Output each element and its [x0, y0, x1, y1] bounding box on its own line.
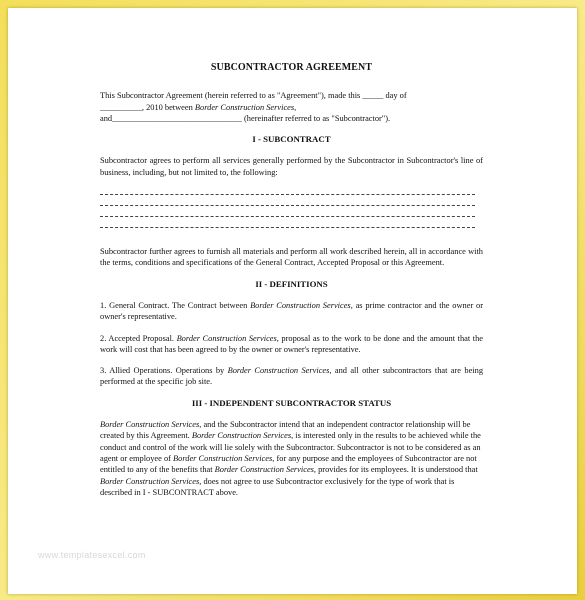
definition-2-text-a: 2. Accepted Proposal. — [100, 333, 177, 343]
intro-line-3: and_______________________________ (hereinafter referred to as "Subcontractor"). — [100, 113, 391, 123]
status-text-2: , is interested only in the results to be achieved while the conduct and control of the work will lie solely with the Subcontractor. Subcontractor is not to be considered as an agent or employee of — [100, 431, 481, 463]
intro-company-name: Border Construction Services — [194, 102, 295, 112]
section-3-paragraph — [100, 419, 483, 498]
definition-2-company: Border Construction Services — [176, 333, 277, 343]
status-company-1: Border Construction Services — [100, 420, 200, 430]
section-2-heading: II - DEFINITIONS — [255, 278, 328, 289]
definition-accepted-proposal — [100, 333, 483, 356]
status-text-3: , for any purpose and the employees of Subcontractor are not entitled to any of the benefits that — [100, 453, 477, 475]
blank-line — [100, 221, 483, 232]
definition-allied-operations — [100, 365, 483, 388]
blank-line — [100, 199, 483, 210]
status-company-5: Border Construction Services — [100, 476, 200, 486]
document-body — [100, 62, 483, 508]
status-company-4: Border Construction Services — [214, 465, 314, 475]
blank-line — [100, 210, 483, 221]
watermark-text: www.templatesexcel.com — [38, 550, 146, 560]
document-title: SUBCONTRACTOR AGREEMENT — [210, 62, 373, 73]
section-1-heading: I - SUBCONTRACT — [252, 134, 331, 145]
status-text-4: , provides for its employees. It is understood that — [313, 465, 478, 475]
definition-1-company: Border Construction Services — [250, 300, 351, 310]
status-company-2: Border Construction Services — [191, 431, 292, 441]
section-1-paragraph-2: Subcontractor further agrees to furnish all materials and perform all work described herein, all in accordance with the terms, conditions and specifications of the General Contract, Accepted Proposal or this Agreement. — [100, 247, 483, 268]
definition-1-text-a: 1. General Contract. The Contract between — [100, 300, 251, 310]
definition-2-text-b: , proposal as to the work to be done and the amount that the work will cost that has been agreed to by the owner or owner's representative. — [100, 333, 483, 354]
definition-3-text-a: 3. Allied Operations. Operations by — [100, 366, 228, 376]
services-blank-lines — [100, 188, 483, 232]
status-text-5: , does not agree to use Subcontractor exclusively for the type of work that is described in I - SUBCONTRACT above. — [100, 476, 455, 497]
status-company-3: Border Construction Services — [173, 453, 273, 463]
section-3-heading: III - INDEPENDENT SUBCONTRACTOR STATUS — [191, 397, 392, 408]
definition-3-company: Border Construction Services — [227, 366, 330, 376]
intro-line-1: This Subcontractor Agreement (herein referred to as "Agreement"), made this _____ day of — [100, 91, 407, 101]
definition-general-contract — [100, 300, 483, 323]
document-page — [8, 8, 577, 594]
intro-line-2 — [100, 102, 483, 113]
definition-3-text-b: , and all other subcontractors that are being performed at the specific job site. — [100, 366, 484, 387]
definition-1-text-b: , as prime contractor and the owner or owner's representative. — [100, 300, 484, 322]
status-text-1: , and the Subcontractor intend that an independent contractor relationship will be created by this Agreement. — [100, 420, 471, 441]
intro-paragraph — [100, 90, 483, 124]
section-1-paragraph-1: Subcontractor agrees to perform all services generally performed by the Subcontractor in Subcontractor's line of business, including, but not limited to, the following: — [100, 156, 483, 177]
intro-line-2-comma: , — [294, 102, 297, 112]
blank-line — [100, 188, 483, 199]
intro-line-2-date: __________, 2010 between — [100, 102, 195, 112]
